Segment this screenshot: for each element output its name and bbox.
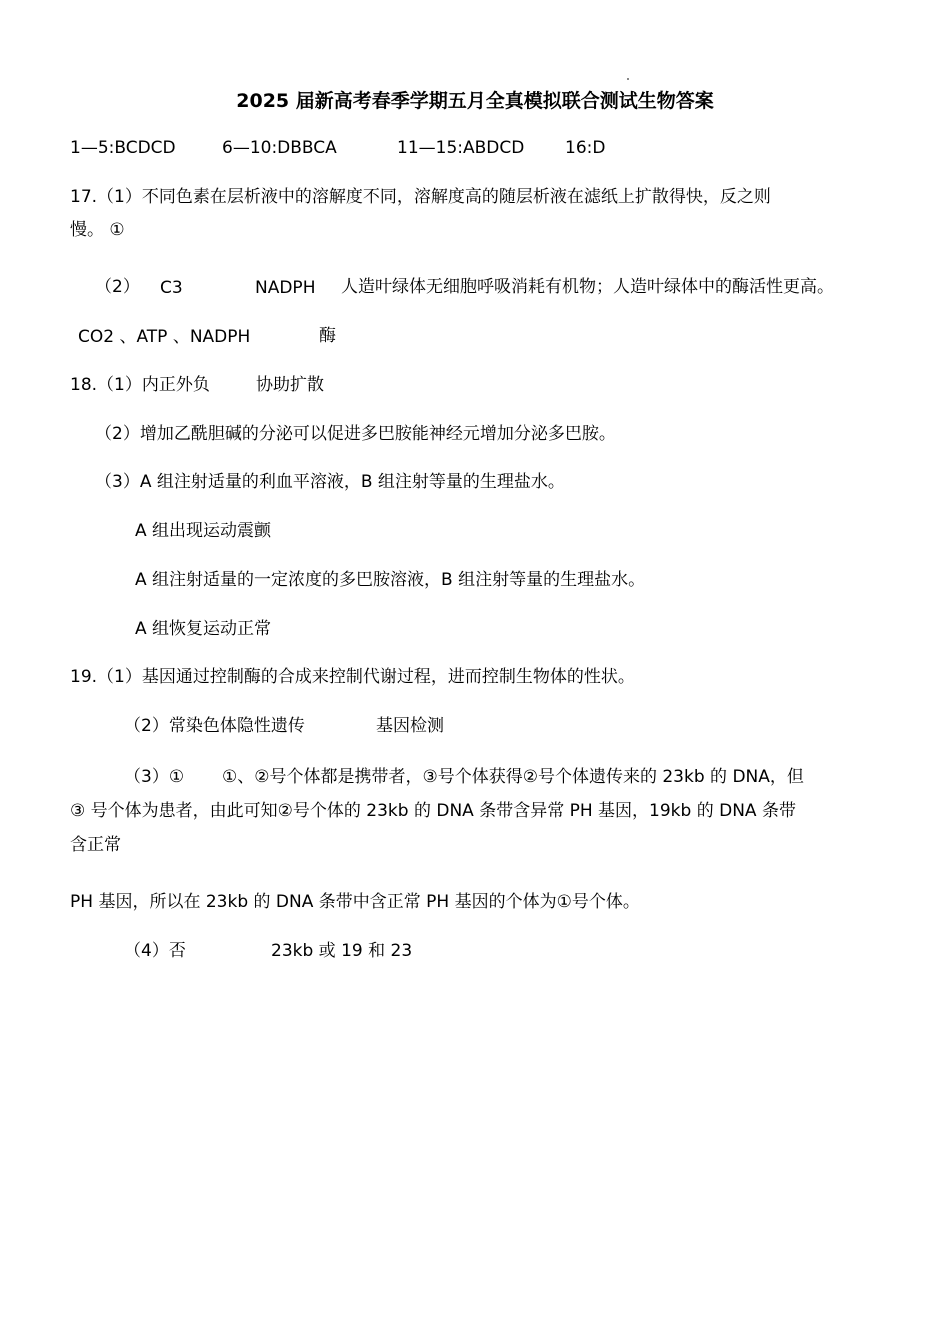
mc-answer-6-10: 6—10:DBBCA — [222, 138, 337, 158]
q19-part4: （4）否 — [124, 941, 186, 961]
q18-part1: 18.（1）内正外负 — [70, 375, 210, 395]
q18-part2: （2）增加乙酰胆碱的分泌可以促进多巴胺能神经元增加分泌多巴胺。 — [95, 424, 616, 444]
q18-part3-c: A 组恢复运动正常 — [135, 619, 272, 639]
q17-part2-c3: C3 — [160, 278, 183, 298]
q19-part1: 19.（1）基因通过控制酶的合成来控制代谢过程，进而控制生物体的性状。 — [70, 667, 635, 687]
q19-part3-line3: 含正常 — [70, 835, 121, 855]
q18-part3-b: A 组注射适量的一定浓度的多巴胺溶液，B 组注射等量的生理盐水。 — [135, 570, 646, 590]
q18-part3-a: A 组出现运动震颤 — [135, 521, 272, 541]
q19-part2-b: 基因检测 — [376, 716, 444, 736]
q17-part2-enzyme: 酶 — [319, 326, 336, 346]
q19-part2: （2）常染色体隐性遗传 — [124, 716, 305, 736]
page-title: 2025 届新高考春季学期五月全真模拟联合测试生物答案 — [236, 90, 714, 112]
q19-part3-line1: ①、②号个体都是携带者，③号个体获得②号个体遗传来的 23kb 的 DNA，但 — [222, 767, 804, 787]
mc-answers-row — [70, 137, 606, 159]
q19-part3-line4: PH 基因，所以在 23kb 的 DNA 条带中含正常 PH 基因的个体为①号个体。 — [70, 892, 640, 912]
q17-part2-line2: CO2 、ATP 、NADPH — [78, 327, 251, 347]
mc-answer-1-5: 1—5:BCDCD — [70, 138, 176, 158]
q19-part4-b: 23kb 或 19 和 23 — [271, 941, 413, 961]
q17-part1-line1: 17.（1）不同色素在层析液中的溶解度不同，溶解度高的随层析液在滤纸上扩散得快，反之则 — [70, 187, 771, 207]
q19-part3-head: （3）① — [124, 767, 185, 787]
q18-part3: （3）A 组注射适量的利血平溶液，B 组注射等量的生理盐水。 — [95, 472, 565, 492]
q17-part2-label: （2） — [95, 277, 140, 297]
q17-part2-nadph: NADPH — [255, 278, 316, 298]
mc-answer-11-15: 11—15:ABDCD — [397, 138, 525, 158]
mc-answer-16: 16:D — [565, 138, 606, 158]
q19-part3-line2: ③ 号个体为患者，由此可知②号个体的 23kb 的 DNA 条带含异常 PH 基因，19kb 的 DNA 条带 — [70, 801, 796, 821]
q17-part1-line2: 慢。 ① — [70, 220, 125, 240]
q17-part2-text: 人造叶绿体无细胞呼吸消耗有机物；人造叶绿体中的酶活性更高。 — [341, 277, 834, 297]
q18-part1-b: 协助扩散 — [256, 375, 324, 395]
stray-mark — [627, 78, 629, 80]
